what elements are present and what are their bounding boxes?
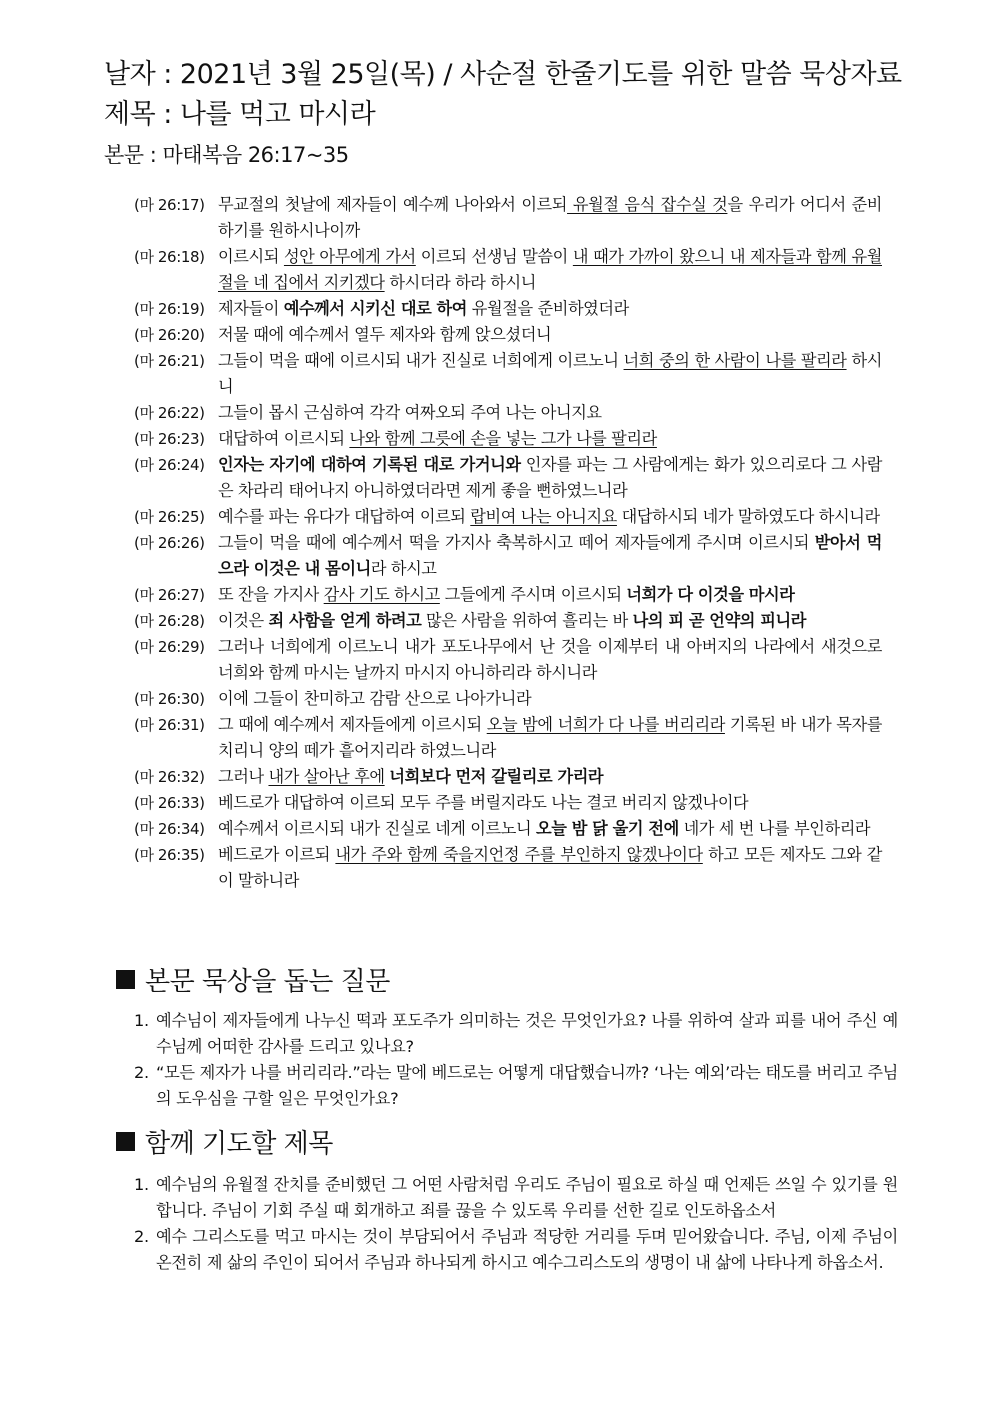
verse-row (134, 842, 882, 894)
verse-text-segment: 이르시되 (218, 247, 284, 266)
verse-row (134, 244, 882, 296)
verse-text (212, 712, 882, 764)
verse-text-segment: 그러나 너희에게 이르노니 내가 포도나무에서 난 것을 이제부터 내 아버지의 나라에서 새것으로 너희와 함께 마시는 날까지 마시지 아니하리라 하시니라 (218, 637, 882, 682)
verse-text (212, 452, 882, 504)
verse-text-segment: 인자를 파는 그 사람에게는 화가 있으리로다 그 사람은 차라리 태어나지 아니하였더라면 제게 좋을 뻔하였느니라 (218, 455, 882, 500)
verse-text-segment: 그들이 몹시 근심하여 각각 여짜오되 주여 나는 아니지요 (218, 403, 602, 422)
verse-text-segment: 또 잔을 가지사 (218, 585, 324, 604)
verse-row (134, 452, 882, 504)
verse-text (212, 582, 882, 608)
verse-text (212, 764, 882, 790)
verse-reference: (마 26:22) (134, 404, 205, 422)
question-text: “모든 제자가 나를 버리리라.”라는 말에 베드로는 어떻게 대답했습니까? ‘나는 예외’라는 태도를 버리고 주님의 도우심을 구할 일은 무엇인가요? (156, 1063, 898, 1108)
verse-reference: (마 26:24) (134, 456, 205, 474)
verse-row (134, 712, 882, 764)
verse-row (134, 790, 882, 816)
verse-reference: (마 26:27) (134, 586, 205, 604)
verse-text-segment: 그들이 먹을 때에 예수께서 떡을 가지사 축복하시고 떼어 제자들에게 주시며 이르시되 (218, 533, 815, 552)
verse-row (134, 504, 882, 530)
verse-text (212, 504, 882, 530)
question-list (134, 1008, 898, 1112)
verse-text (212, 348, 882, 400)
verse-text-segment: 이에 그들이 찬미하고 감람 산으로 나아가니라 (218, 689, 532, 708)
verse-text-segment: 네가 세 번 나를 부인하리라 (678, 819, 871, 838)
verse-reference: (마 26:20) (134, 326, 205, 344)
verse-text-segment: 베드로가 이르되 (218, 845, 336, 864)
verse-reference: (마 26:32) (134, 768, 205, 786)
verse-text-segment: 그 때에 예수께서 제자들에게 이르시되 (218, 715, 487, 734)
underlined-phrase: 랍비여 나는 아니지요 (470, 507, 617, 526)
underlined-phrase: 내가 주와 함께 죽을지언정 주를 부인하지 않겠나이다 (335, 845, 703, 864)
verse-text-segment: 대답하여 이르시되 (218, 429, 350, 448)
verse-text-segment: 그들이 먹을 때에 이르시되 내가 진실로 너희에게 이르노니 (218, 351, 624, 370)
verse-text-segment: 이르되 선생님 말씀이 (415, 247, 573, 266)
prayer-list (134, 1172, 898, 1276)
verse-reference: (마 26:18) (134, 248, 205, 266)
verse-row (134, 192, 882, 244)
verse-row (134, 400, 882, 426)
verse-text-segment: 제자들이 (218, 299, 284, 318)
title-line: 제목 : 나를 먹고 마시라 (104, 99, 376, 130)
questions-heading (116, 966, 390, 998)
date-line: 날자 : 2021년 3월 25일(목) / 사순절 한줄기도를 위한 말씀 묵상자료 (104, 59, 902, 90)
verse-text-segment: 하시니 (218, 351, 883, 396)
verse-text-segment: 유월절을 준비하였더라 (467, 299, 629, 318)
verse-text (212, 686, 882, 712)
verse-reference: (마 26:21) (134, 352, 205, 370)
verse-text (212, 530, 882, 582)
verse-reference: (마 26:29) (134, 638, 205, 656)
verse-text-segment: 무교절의 첫날에 제자들이 예수께 나아와서 이르되 (218, 195, 568, 214)
verse-row (134, 322, 882, 348)
verse-row (134, 816, 882, 842)
prayers-heading (116, 1128, 333, 1160)
underlined-phrase: 오늘 밤에 너희가 다 나를 버리리라 (486, 715, 725, 734)
question-number: 2. (134, 1063, 149, 1082)
bold-phrase: 받아서 먹으라 이것은 내 몸이니 (218, 533, 883, 578)
verse-text (212, 244, 882, 296)
verse-text-segment: 그들에게 주시며 이르시되 (439, 585, 627, 604)
prayer-text: 예수님의 유월절 잔치를 준비했던 그 어떤 사람처럼 우리도 주님이 필요로 하실 때 언제든 쓰일 수 있기를 원합니다. 주님이 기회 주실 때 회개하고 죄를 끊을 수 있도록 우리를 선한 길로 인도하옵소서 (156, 1175, 898, 1220)
square-bullet-icon (116, 970, 135, 989)
verse-reference: (마 26:17) (134, 196, 205, 214)
verse-row (134, 764, 882, 790)
bold-phrase: 너희가 다 이것을 마시라 (626, 585, 795, 604)
scripture-reference-line: 본문 : 마태복음 26:17~35 (104, 143, 349, 167)
verse-reference: (마 26:33) (134, 794, 205, 812)
verse-reference: (마 26:31) (134, 716, 205, 734)
verse-text (212, 608, 882, 634)
verse-row (134, 426, 882, 452)
underlined-phrase: 내 때가 가까이 왔으니 내 제자들과 함께 유월절을 네 집에서 지키겠다 (218, 247, 882, 292)
verse-text (212, 192, 882, 244)
verse-reference: (마 26:34) (134, 820, 205, 838)
verse-text-segment: 하고 모든 제자도 그와 같이 말하니라 (218, 845, 882, 890)
underlined-phrase: 감사 기도 하시고 (323, 585, 440, 604)
question-item (134, 1008, 898, 1060)
prayers-heading-text: 함께 기도할 제목 (145, 1129, 333, 1159)
verse-row (134, 608, 882, 634)
verse-text-segment: 예수께서 이르시되 내가 진실로 네게 이르노니 (218, 819, 536, 838)
underlined-phrase: 유월절 음식 잡수실 것 (567, 195, 728, 214)
square-bullet-icon (116, 1132, 135, 1151)
verse-reference: (마 26:25) (134, 508, 205, 526)
underlined-phrase: 성안 아무에게 가서 (283, 247, 416, 266)
bold-phrase: 예수께서 시키신 대로 하여 (283, 299, 468, 318)
verse-row (134, 634, 882, 686)
verse-text-segment: 을 우리가 어디서 준비하기를 원하시나이까 (218, 195, 883, 240)
bold-phrase: 오늘 밤 닭 울기 전에 (535, 819, 679, 838)
verse-text (212, 634, 882, 686)
verse-text-segment: 이것은 (218, 611, 269, 630)
verse-text-segment: 예수를 파는 유다가 대답하여 이르되 (218, 507, 471, 526)
verse-text (212, 816, 882, 842)
verse-reference: (마 26:26) (134, 534, 205, 552)
verse-text-segment: 대답하시되 네가 말하였도다 하시니라 (616, 507, 880, 526)
verse-row (134, 582, 882, 608)
verse-text (212, 790, 882, 816)
prayer-text: 예수 그리스도를 먹고 마시는 것이 부담되어서 주님과 적당한 거리를 두며 믿어왔습니다. 주님, 이제 주님이 온전히 제 삶의 주인이 되어서 주님과 하나되게 하시고 예수그리스도의 생명이 내 삶에 나타나게 하옵소서. (156, 1227, 898, 1272)
underlined-phrase: 나와 함께 그릇에 손을 넣는 그가 나를 팔리라 (349, 429, 657, 448)
verse-text-segment: 그러나 (218, 767, 269, 786)
verse-row (134, 530, 882, 582)
bold-phrase: 너희보다 먼저 갈릴리로 가리라 (389, 767, 604, 786)
verse-row (134, 296, 882, 322)
prayer-item (134, 1172, 898, 1224)
verse-reference: (마 26:28) (134, 612, 205, 630)
verse-reference: (마 26:23) (134, 430, 205, 448)
prayer-number: 1. (134, 1175, 149, 1194)
prayer-item (134, 1224, 898, 1276)
verse-row (134, 348, 882, 400)
verse-text-segment: 저물 때에 예수께서 열두 제자와 함께 앉으셨더니 (218, 325, 552, 344)
prayer-number: 2. (134, 1227, 149, 1246)
verse-text-segment: 라 하시고 (370, 559, 437, 578)
verse-text-segment: 기록된 바 내가 목자를 치리니 양의 떼가 흩어지리라 하였느니라 (218, 715, 882, 760)
bold-phrase: 인자는 자기에 대하여 기록된 대로 가거니와 (218, 455, 521, 474)
verse-text-segment: 하시더라 하라 하시니 (384, 273, 536, 292)
verse-reference: (마 26:19) (134, 300, 205, 318)
verse-row (134, 686, 882, 712)
verse-reference: (마 26:30) (134, 690, 205, 708)
verse-text (212, 296, 882, 322)
question-number: 1. (134, 1011, 149, 1030)
verse-text (212, 842, 882, 894)
questions-heading-text: 본문 묵상을 돕는 질문 (145, 967, 390, 997)
verse-text-segment: 많은 사람을 위하여 흘리는 바 (421, 611, 633, 630)
bold-phrase: 나의 피 곧 언약의 피니라 (632, 611, 806, 630)
underlined-phrase: 내가 살아난 후에 (268, 767, 385, 786)
verse-reference: (마 26:35) (134, 846, 205, 864)
question-text: 예수님이 제자들에게 나누신 떡과 포도주가 의미하는 것은 무엇인가요? 나를 위하여 살과 피를 내어 주신 예수님께 어떠한 감사를 드리고 있나요? (156, 1011, 898, 1056)
verse-text (212, 322, 882, 348)
verse-text-segment: 베드로가 대답하여 이르되 모두 주를 버릴지라도 나는 결코 버리지 않겠나이다 (218, 793, 749, 812)
bold-phrase: 죄 사함을 얻게 하려고 (268, 611, 422, 630)
verse-list (134, 192, 882, 894)
question-item (134, 1060, 898, 1112)
verse-text (212, 426, 882, 452)
underlined-phrase: 너희 중의 한 사람이 나를 팔리라 (623, 351, 847, 370)
verse-text (212, 400, 882, 426)
